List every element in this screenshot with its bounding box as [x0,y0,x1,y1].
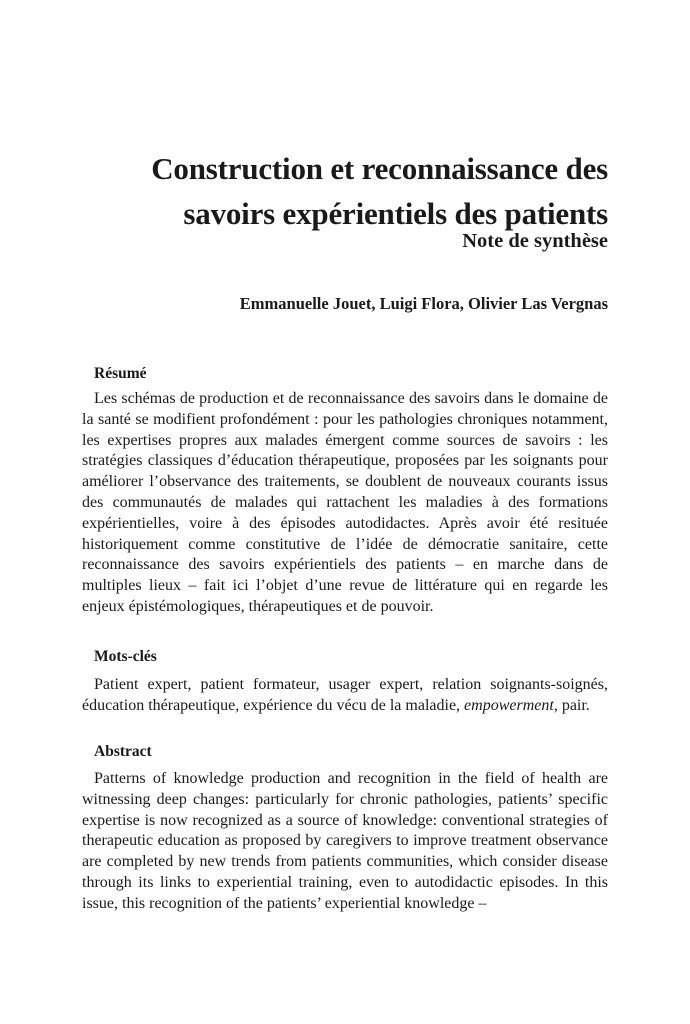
article-title-line-1: Construction et reconnaissance des [151,151,608,186]
keywords-heading: Mots-clés [94,648,157,665]
abstract-heading: Abstract [94,743,152,760]
article-subtitle: Note de synthèse [462,230,608,252]
keywords-list-end: , pair. [553,696,590,714]
keywords-text [82,675,608,717]
resume-text: Les schémas de production et de reconnaissance des savoirs dans le domaine de la santé se modifient profondément : pour les pathologies chroniques notamment, les expertises propres aux malades émergent comme sources de savoirs : les stratégies classiques d’éducation thérapeutique, proposées par les soignants pour améliorer l’observance des traitements, se doublent de nouveaux courants issus des communautés de malades qui rattachent les maladies à des formations expérientielles, voire à des épisodes autodidactes. Après avoir été resituée historiquement comme constitutive de l’idée de démocratie sanitaire, cette reconnaissance des savoirs expérientiels des patients – en marche dans de multiples lieux – fait ici l’objet d’une revue de littérature qui en regarde les enjeux épistémologiques, thérapeutiques et de pouvoir. [82,390,608,615]
article-title [82,146,608,236]
keywords-list: Patient expert, patient formateur, usager expert, relation soignants-soignés, éducation thérapeutique, expérience du vécu de la maladie, [82,676,608,714]
article-page [82,0,608,1024]
author-list: Emmanuelle Jouet, Luigi Flora, Olivier Las Vergnas [239,294,608,313]
article-title-line-2: savoirs expérientiels des patients [183,196,608,231]
resume-heading: Résumé [94,365,147,382]
keyword-emphasis: empowerment [464,696,554,714]
abstract-text: Patterns of knowledge production and recognition in the field of health are witnessing deep changes: particularly for chronic pathologies, patients’ specific expertise is now recognized as a source of knowledge: conventional strategies of therapeutic education as proposed by caregivers to improve treatment observance are completed by new trends from patients communities, which consider disease through its links to experiential training, even to autodidactic episodes. In this issue, this recognition of the patients’ experiential knowledge – [82,770,608,912]
